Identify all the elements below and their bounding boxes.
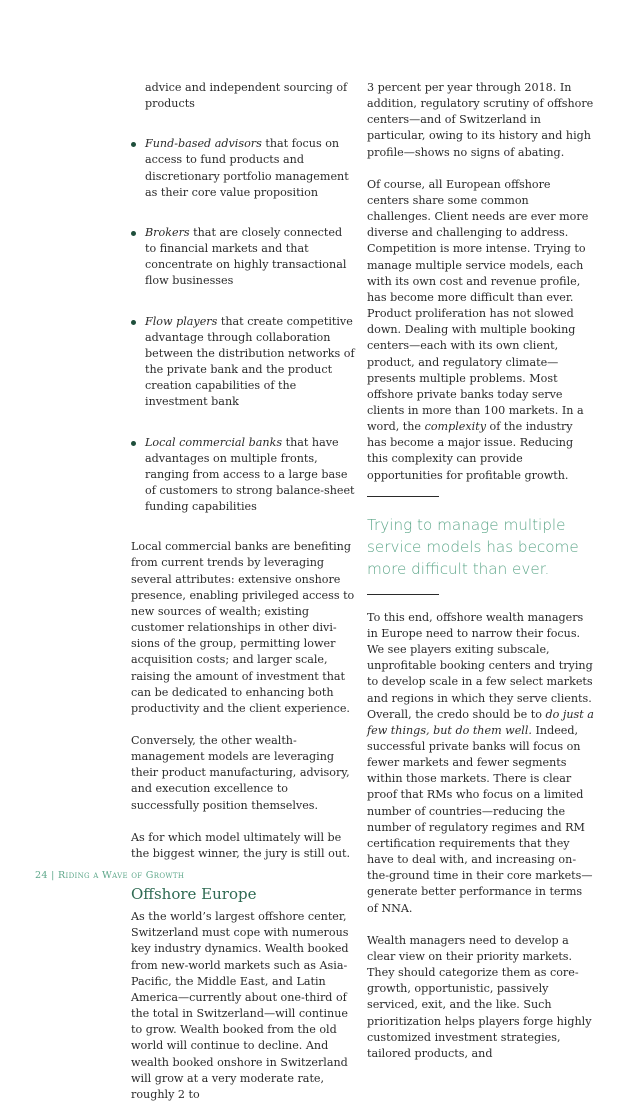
bullet-term: Local commercial banks [145,435,283,449]
list-item [131,136,355,201]
paragraph: As the world’s largest offshore center, Switzerland must cope with numerous key industry dynamics. Wealth booked from new-world markets such as Asia-Pacific, the Middle East, and Latin America—currently about one-third of the total in Switzerland—will continue to grow. Wealth booked from the old world will continue to decline. And wealth booked onshore in Switzerland will grow at a very moderate rate, roughly 2 to [131,910,349,1101]
bullet-text: that create competitive advantage through collaboration between the distribution networks of the private bank and the product creation capabilities of the investment bank [145,314,355,409]
paragraph: Local commercial banks are benefiting from current trends by leveraging several attributes: extensive onshore presence, enabling privileged access to new sources of wealth; existing customer relationships in other divisions of the group, permitting lower acquisition costs; and larger scale, raising the amount of investment that can be dedicated to enhancing both productivity and the client experience. [131,540,355,715]
page-footer: 24 | Riding a Wave of Growth [35,870,185,881]
bullet-text: that are closely connected to financial markets and that concentrate on highly transactional flow businesses [145,225,347,288]
emphasis: complexity [424,420,486,434]
bullet-text: that focus on access to fund products and discretionary portfolio management as their core value proposition [145,137,349,199]
list-item [131,225,355,290]
emphasis: do just a few things, but do them well. [367,707,594,737]
paragraph-text: of the industry has become a major issue. Reducing this complexity can provide opportunities for profitable growth. [367,420,574,482]
section-heading: Offshore Europe [131,885,257,904]
bullet-term: Fund-based advisors [145,137,262,151]
paragraph-text: Of course, all European offshore centers share some common challenges. Client needs are ever more diverse and challenging to address. Competition is more intense. Trying to manage multiple service models, each with its own cost and revenue profile, has become more difficult than ever. Product proliferation has not slowed down. Dealing with multiple booking centers—each with its own client, product, and regulatory climate—presents multiple problems. Most offshore private banks today serve clients in more than 100 markets. In a word, the [367,177,589,434]
bullet-term: Flow players [145,314,218,328]
divider [367,496,439,497]
paragraph: 3 percent per year through 2018. In addition, regulatory scrutiny of offshore centers—and of Switzerland in particular, owing to its history and high profile—shows no signs of abating. [367,81,594,159]
bullet-term: Brokers [145,225,190,239]
paragraph: As for which model ultimately will be the biggest winner, the jury is still out. [131,830,351,860]
pull-quote: Trying to manage multiple service models has become more difficult than ever. [367,515,579,578]
right-column [367,80,595,1062]
divider [367,594,439,595]
bullet-list [131,136,355,515]
lead-text: advice and independent sourcing of products [145,81,348,111]
paragraph: Wealth managers need to develop a clear view on their priority markets. They should categorize them as core-growth, opportunistic, passively serviced, exit, and the like. Such prioritization helps players forge highly customized investment strategies, tailored products, and [367,933,592,1060]
paragraph-text: Indeed, successful private banks will focus on fewer markets and fewer segments within those markets. There is clear proof that RMs who focus on a limited number of countries—reducing the number of regulatory regimes and RM certification requirements that they have to deal with, and increasing on-the-ground time in their core markets—generate better performance in terms of NNA. [367,723,593,915]
paragraph: Conversely, the other wealth-management models are leveraging their product manufacturing, advisory, and execution excellence to successfully position themselves. [131,734,350,812]
list-item [131,314,355,411]
left-column [131,80,355,1103]
paragraph [367,177,595,484]
paragraph-text: To this end, offshore wealth managers in Europe need to narrow their focus. We see players exiting subscale, unprofitable booking centers and trying to develop scale in a few select markets and regions in which they serve clients. Overall, the credo should be to [367,610,593,721]
bullet-text: that have advantages on multiple fronts, ranging from access to a large base of customers to strong balance-sheet funding capabilities [145,435,355,514]
list-item [131,435,355,516]
paragraph [367,610,595,917]
